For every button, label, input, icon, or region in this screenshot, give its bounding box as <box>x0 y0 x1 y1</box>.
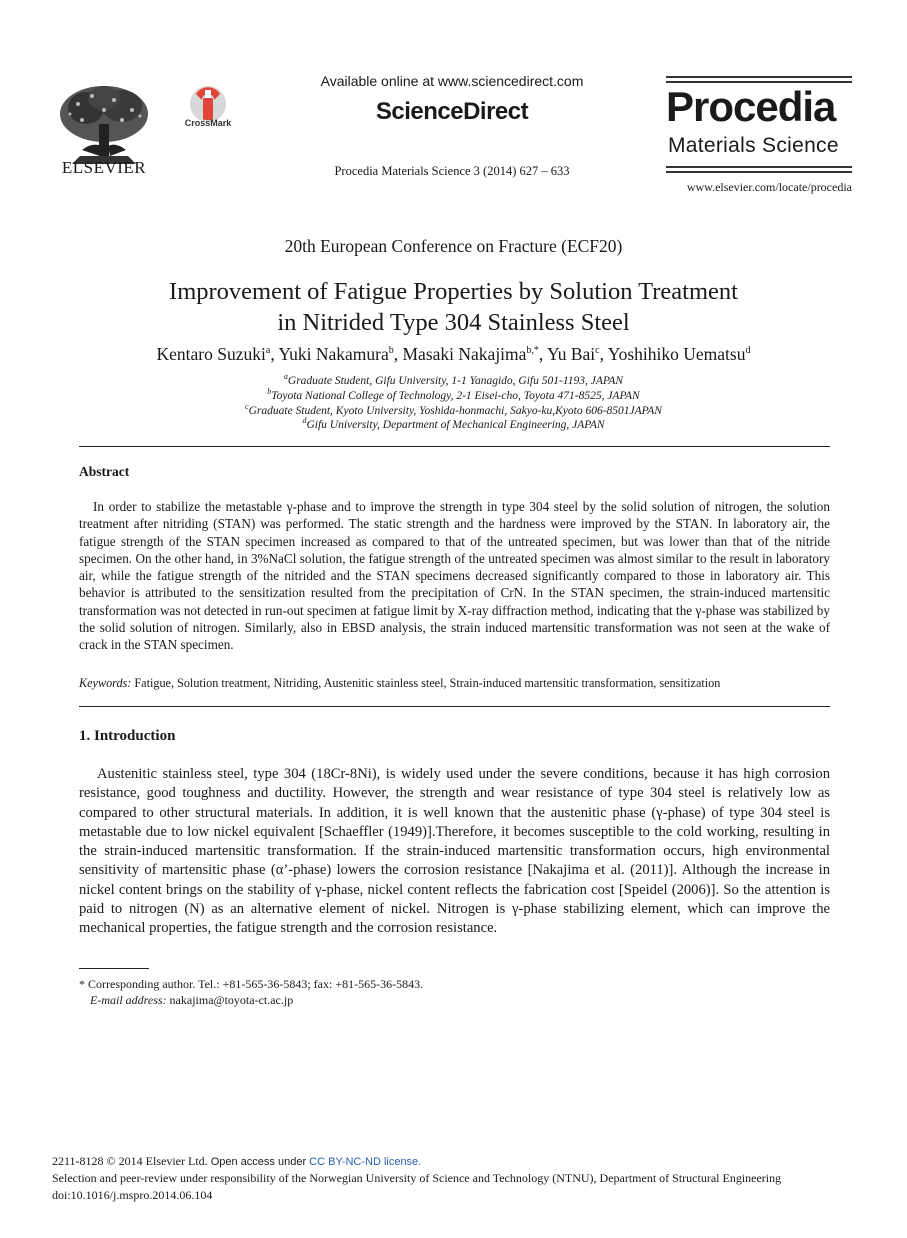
author-name: Masaki Nakajima <box>402 344 527 364</box>
conference-name: 20th European Conference on Fracture (ECF20) <box>284 236 623 256</box>
author-affil-mark: b <box>388 345 394 357</box>
affiliation-text: Graduate Student, Gifu University, 1-1 Yanagido, Gifu 501-1193, JAPAN <box>287 374 624 387</box>
affiliation-mark: a <box>283 372 288 381</box>
article-title <box>100 276 807 338</box>
open-access-text: Open access under <box>207 1156 310 1168</box>
email-address[interactable]: nakajima@toyota-ct.ac.jp <box>166 993 294 1007</box>
keywords-list: Fatigue, Solution treatment, Nitriding, Austenitic stainless steel, Strain-induced martensitic transformation, sensitization <box>131 676 721 690</box>
peer-review-statement: Selection and peer-review under responsibility of the Norwegian University of Science and Technology (NTNU), Department of Structural Engineering <box>52 1171 782 1185</box>
doi[interactable]: doi:10.1016/j.mspro.2014.06.104 <box>52 1188 213 1202</box>
affiliation-mark: b <box>267 387 272 396</box>
author-name: Yu Bai <box>547 344 596 364</box>
author-separator: , <box>599 344 608 364</box>
author-affil-mark: b,* <box>526 345 539 357</box>
author-name: Yuki Nakamura <box>278 344 389 364</box>
corresponding-author-footnote: * Corresponding author. Tel.: +81-565-36-5843; fax: +81-565-36-5843. <box>79 977 424 991</box>
abstract-body: In order to stabilize the metastable γ-phase and to improve the strength in type 304 steel by the solid solution of nitrogen, the solution treatment after nitriding (STAN) was performed. The static strength and the hardness were improved by the STAN. In laboratory air, the fatigue strength of the STAN specimen increased as compared to that of the untreated specimen, but was lower than that of the nitride specimen. On the other hand, in 3%NaCl solution, the fatigue strength of the untreated specimen was almost similar to the result in laboratory air, while the fatigue strength of the nitrided and the STAN specimens decreased significantly compared to those in laboratory air. This behavior is attributed to the sensitization resulted from the precipitation of CrN. In the STAN specimen, the strain-induced martensitic transformation was not detected in run-out specimen at fatigue limit by X-ray diffraction method, indicating that the γ-phase was stabilized by the solid solution of nitrogen. Similarly, also in EBSD analysis, the strain induced martensitic transformation was not seen at the wake of crack in the STAN specimen. <box>79 499 830 653</box>
email-footnote <box>90 993 293 1008</box>
author-name: Kentaro Suzuki <box>156 344 266 364</box>
keywords-label: Keywords: <box>79 676 132 690</box>
affiliation <box>60 416 847 431</box>
author-separator: , <box>393 344 403 364</box>
affiliation-text: Toyota National College of Technology, 2-1 Eisei-cho, Toyota 471-8525, JAPAN <box>271 389 640 402</box>
issn-copyright: 2211-8128 © 2014 Elsevier Ltd. <box>52 1154 208 1168</box>
license-link[interactable]: CC BY-NC-ND license. <box>309 1156 422 1168</box>
journal-reference: Procedia Materials Science 3 (2014) 627 – 633 <box>334 164 570 178</box>
journal-logo-rule <box>666 171 852 173</box>
available-online-text[interactable]: Available online at www.sciencedirect.com <box>320 73 584 89</box>
affiliation <box>60 402 847 417</box>
author-name: Yoshihiko Uematsu <box>607 344 746 364</box>
crossmark-label: CrossMark <box>184 118 232 128</box>
title-line: Improvement of Fatigue Properties by Solution Treatment <box>169 278 738 305</box>
email-label: E-mail address: <box>90 993 167 1007</box>
author-separator: , <box>538 344 548 364</box>
journal-logo-subtitle: Materials Science <box>668 134 839 157</box>
section-heading-introduction: 1. Introduction <box>79 728 176 744</box>
affiliation-mark: c <box>245 402 249 411</box>
copyright-line <box>52 1154 421 1169</box>
author-affil-mark: c <box>595 345 600 357</box>
journal-logo-title: Procedia <box>666 83 836 130</box>
affiliation-text: Graduate Student, Kyoto University, Yoshida-honmachi, Sakyo-ku,Kyoto 606-8501JAPAN <box>248 404 662 417</box>
affiliation <box>60 387 847 402</box>
journal-logo-rule <box>666 76 852 78</box>
sciencedirect-logo-text[interactable]: ScienceDirect <box>375 98 529 125</box>
title-line: in Nitrided Type 304 Stainless Steel <box>277 309 630 336</box>
introduction-body: Austenitic stainless steel, type 304 (18Cr-8Ni), is widely used under the severe conditions, because it has high corrosion resistance, good toughness and ductility. However, the strength and wear resistance of type 304 steel is relatively low as compared to other structural materials. In addition, it is well known that the austenitic phase (γ-phase) of type 304 steel is metastable due to low nickel equivalent [Schaeffler (1949)].Therefore, it becomes susceptible to the cold working, resulting in the strain-induced martensitic transformation. If the strain-induced martensitic transformation occurs, high environmental sensitivity of martensitic phase (α’-phase) lowers the corrosion resistance [Nakajima et al. (2011)]. Although the increase in nickel content brings on the stability of γ-phase, nickel content reflects the fabrication cost [Speidel (2006)]. So the attention is paid to nitrogen (N) as an alternative element of nickel. Nitrogen is γ-phase stabilizing element, which can improve the mechanical properties, the fatigue strength and the corrosion resistance. <box>79 766 830 937</box>
author-affil-mark: d <box>745 345 751 357</box>
footnote-rule <box>79 968 149 969</box>
affiliation-mark: d <box>302 416 307 425</box>
keywords-line <box>79 676 830 691</box>
author-separator: , <box>270 344 279 364</box>
affiliation-text: Gifu University, Department of Mechanical Engineering, JAPAN <box>306 418 605 431</box>
journal-logo-rule <box>666 166 852 168</box>
journal-url[interactable]: www.elsevier.com/locate/procedia <box>686 180 852 194</box>
publisher-name: ELSEVIER <box>61 158 147 177</box>
affiliation <box>60 372 847 387</box>
section-divider <box>79 706 830 707</box>
abstract-heading: Abstract <box>79 464 130 479</box>
author-list <box>40 344 867 365</box>
author-affil-mark: a <box>265 345 271 357</box>
section-divider <box>79 446 830 447</box>
